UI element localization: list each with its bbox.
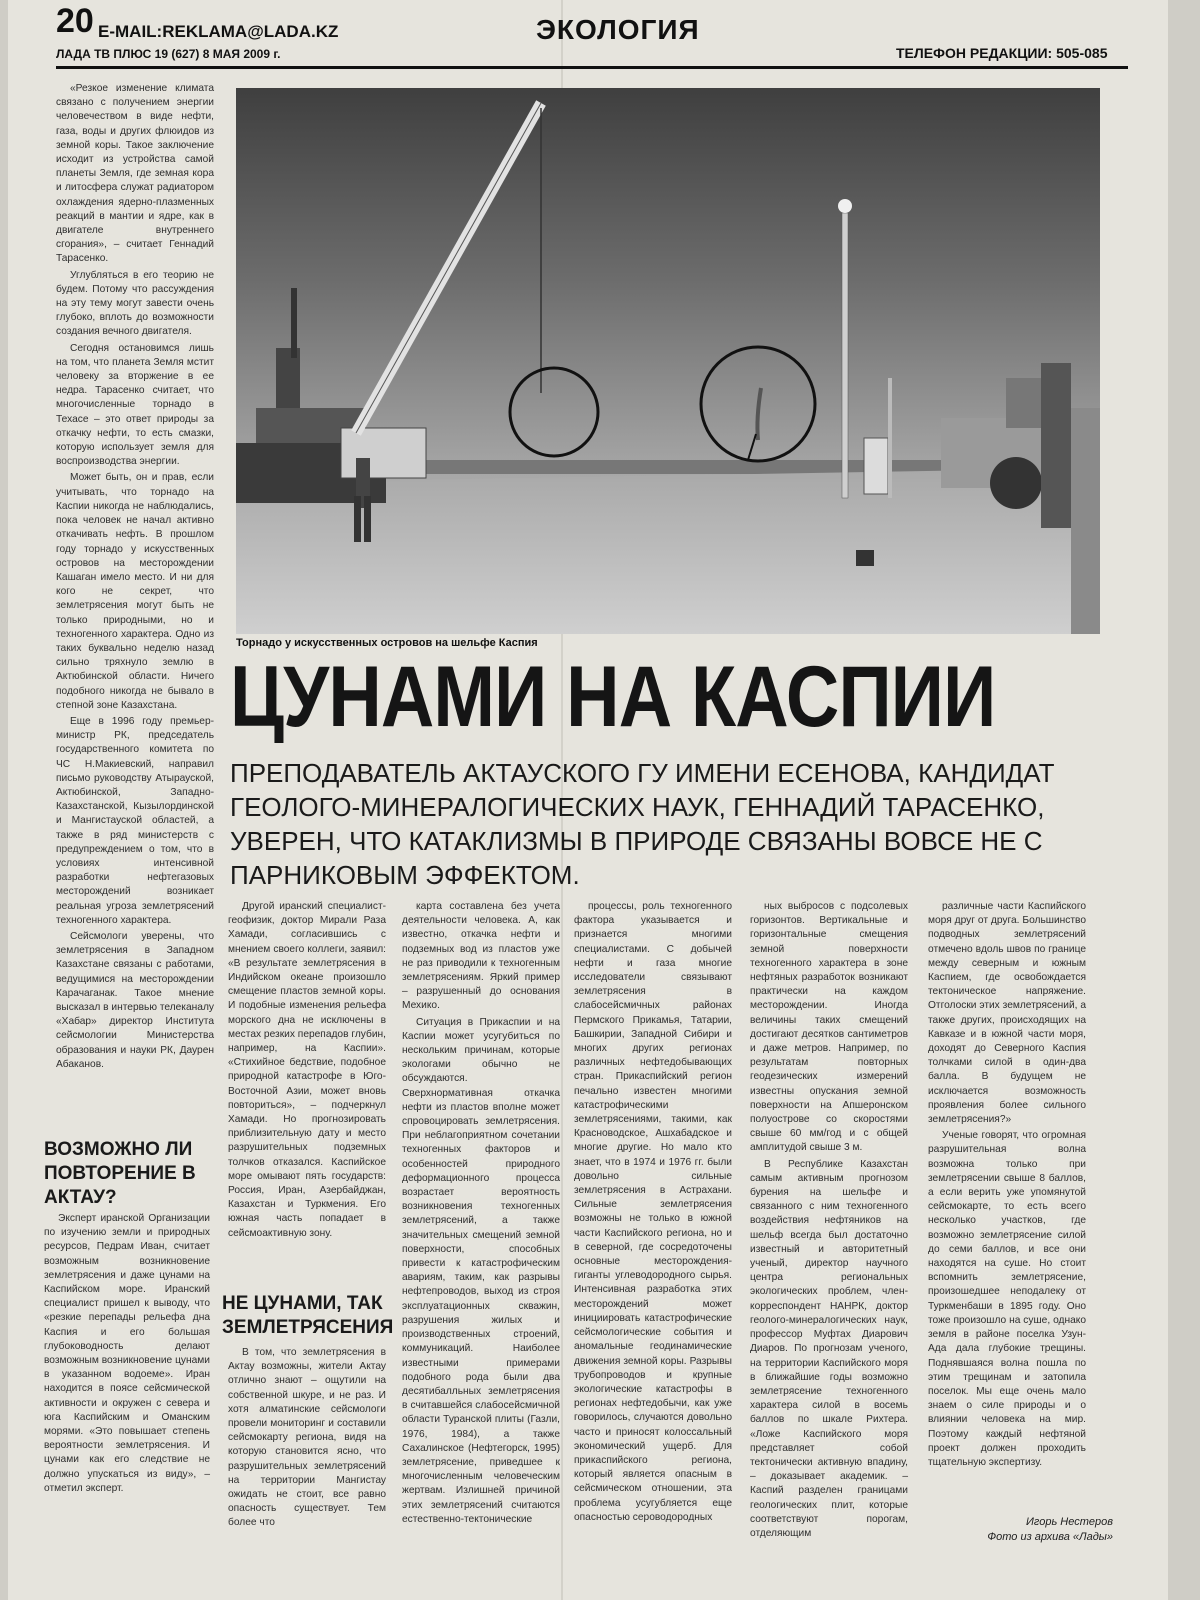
page-number: 20 bbox=[56, 2, 94, 40]
paragraph: Эксперт иранской Организации по изучению земли и природных ресурсов, Педрам Иван, считает возможным возникновение землетрясения и даже цунами на Каспийском море. Иранский специалист пришел к выводу, что «резкие перепады рельефа дна Каспия и его большая глубоководность делают возможным возникновение цунами в указанном водоеме». Иран находится в поясе сейсмической активности и окружен с севера и юга Каспийским и Оманским морями. «Это повышает степень вероятности землетрясения. И цунами как его следствие не должно упускаться из виду», – отметил эксперт. bbox=[44, 1213, 210, 1494]
paragraph: различные части Каспийского моря друг от друга. Большинство подводных землетрясений отмечено вдоль швов по границе между северным и южным Каспием, где освобождается тектоническое напряжение. Отголоски этих землетрясений, а также других, происходящих на Кавказе и в южной части моря, доходят до Северного Каспия толчками силой в один-два балла. В будущем не исключается возможность проявления более сильного землетрясения?» bbox=[928, 901, 1086, 1126]
photo-credit: Фото из архива «Лады» bbox=[987, 1531, 1113, 1543]
paragraph: Другой иранский специалист-геофизик, доктор Мирали Раза Хамади, согласившись с мнением своего коллеги, заявил: «В результате землетрясения в Индийском океане произошло смещение пластов земной коры. И подобные изменения рельефа морского дна не исключены в местах резких перепадов глубин, например, на Каспии». «Стихийное бедствие, подобное природной катастрофе в Юго-Восточной Азии, может вновь повториться», – подчеркнул Хамади. Но прогнозировать приблизительную дату и место разрушительных подземных толчков отказался. Каспийское море омывают пять государств: Россия, Иран, Азербайджан, Казахстан и Туркмения. Его южная часть попадает в сейсмоактивную зону. bbox=[228, 901, 386, 1239]
article-column-4 bbox=[574, 900, 732, 1523]
author-name: Игорь Нестеров bbox=[1026, 1516, 1113, 1528]
paragraph: В том, что землетрясения в Актау возможны, жители Актау отлично знают – ощутили на собственной шкуре, и не раз. И хотя алматинские сейсмологи провели мониторинг и составили сейсмокарту региона, видя на которую становится ясно, что разрушительных землетрясений на территории Мангистау ожидать не стоит, все равно опасность существует. Тем более что bbox=[228, 1347, 386, 1529]
paragraph: Еще в 1996 году премьер-министр РК, председатель государственного комитета по ЧС Н.Макиевский, направил письмо руководству Атырауской, Актюбинской, Западно-Казахстанской, Кызылординской и Мангистауской областей, а также в ряд министерств с предупреждением о том, что в условиях интенсивной разработки нефтегазовых месторождений возникает реальная угроза землетрясений техногенного характера. bbox=[56, 715, 214, 926]
paragraph: Ситуация в Прикаспии и на Каспии может усугубиться по нескольким причинам, которые экологами обычно не обсуждаются. Сверхнормативная откачка нефти из пластов вполне может спровоцировать землетрясения. При неблагоприятном сочетании техногенных факторов и особенностей природного деформационного процесса возрастает вероятность возникновения техногенных землетрясений, а также значительных смещений земной поверхности, способных привести к катастрофическим авариям, таким, как разрывы нефтепроводов, выход из строя эксплуатационных скважин, разрушения жилых и производственных строений, коммуникаций. Наиболее известными примерами подобного рода были два десятибалльных землетрясения в считавшейся слабосейсмичной области Туранской плиты (Газли, 1976, 1984), а также Сахалинское (Нефтегорск, 1995) землетрясение, приведшее к многочисленным человеческим жертвам. Излишней причиной этих землетрясений считаются естественно-тектонические bbox=[402, 1016, 560, 1525]
article-column-2b bbox=[228, 1346, 386, 1529]
subheading-not-tsunami: НЕ ЦУНАМИ, ТАК ЗЕМЛЕТРЯСЕНИЯ bbox=[222, 1293, 394, 1338]
paragraph: Углубляться в его теорию не будем. Потому что рассуждения на эту тему могут завести очень глубоко, вплоть до возможности создания вечного двигателя. bbox=[56, 269, 214, 338]
subheading-repeat-in-aktau: ВОЗМОЖНО ЛИ ПОВТОРЕНИЕ В АКТАУ? bbox=[44, 1139, 196, 1208]
article-column-5 bbox=[750, 900, 908, 1539]
header-rule bbox=[56, 66, 1128, 69]
paragraph: Может быть, он и прав, если учитывать, что торнадо на Каспии никогда не наблюдались, пока человек не начал активно откачивать нефть. В прошлом году торнадо у искусственных островов на месторождении Кашаган имело место. И ни для кого не секрет, что землетрясения могут быть не только природными, но и техногенного характера. Одно из таких буквально неделю назад сильно тряхнуло землю в Актюбинской области. Ничего подобного никогда не бывало в степной зоне Казахстана. bbox=[56, 472, 214, 711]
issue-info: ЛАДА ТВ ПЛЮС 19 (627) 8 МАЯ 2009 г. bbox=[56, 47, 281, 61]
paragraph: Ученые говорят, что огромная разрушительная волна возможна только при землетрясении свыше 8 баллов, а если верить уже упомянутой сейсмокарте, то есть всего несколько участков, где возможно землетрясение силой до семи баллов, и все они находятся на суше. Но стоит вспомнить землетрясение, произошедшее неподалеку от Туркменбаши в 1895 году. Оно тоже произошло на суше, однако земля в районе поселка Узун-Ада дала глубокие трещины. Поднявшаяся волна пошла по этим трещинам и затопила поселок. Мы еще очень мало знаем о силе природы и о влиянии человека на мир. Поэтому каждый нефтяной проект должен проходить тщательную экспертизу. bbox=[928, 1130, 1086, 1468]
editorial-phone: ТЕЛЕФОН РЕДАКЦИИ: 505-085 bbox=[896, 45, 1108, 61]
article-column-3 bbox=[402, 900, 560, 1525]
tornado-photo bbox=[236, 88, 1100, 634]
paragraph: процессы, роль техногенного фактора указывается и признается многими специалистами. С добычей нефти и газа многие исследователи связывают землетрясения в слабосейсмичных районах Пермского Прикамья, Татарии, Башкирии, Западной Сибири и многих других регионах различных нефтедобывающих стран. Прикаспийский регион печально известен многими катастрофическими землетрясениями, такими, как Красноводское, Ашхабадское и многие другие. Но мало кто знает, что в 1974 и 1976 гг. были довольно сильные землетрясения в Астрахани. Сильные землетрясения возможны не только в южной части Каспийского региона, но и в северной, где сосредоточены основные месторождения-гиганты углеводородного сырья. Интенсивная разработка этих месторождений может инициировать катастрофические сейсмологические события и аномальные геодинамические движения земной коры. Разрывы трубопроводов и крупные экологические катастрофы в регионах нефтедобычи, как уже говорилось, случаются довольно часто и приносят колоссальный экономический ущерб. Для прикаспийского региона, который является опасным в сейсмическом отношении, эта проблема усугубляется еще опасностью сероводородных bbox=[574, 901, 732, 1523]
article-headline: ЦУНАМИ НА КАСПИИ bbox=[230, 649, 996, 745]
paragraph: В Республике Казахстан самым активным прогнозом бурения на шельфе и связанного с ним техногенного воздействия нефтяников на шельф всегда был достаточно известный и авторитетный ученый, директор научного центра региональных экологических проблем, член-корреспондент НАНРК, доктор геолого-минералогических наук, профессор Муфтах Диарович Диаров. По прогнозам ученого, на территории Каспийского моря в ближайшие годы возможно землетрясение техногенного характера силой в восемь баллов по шкале Рихтера. «Ложе Каспийского моря представляет собой тектонически активную впадину, – доказывает академик. – Каспий разделен границами геологических плит, которые соответствуют порогам, отделяющим bbox=[750, 1158, 908, 1539]
header-email: E-MAIL:REKLAMA@LADA.KZ bbox=[98, 22, 339, 41]
article-signature bbox=[923, 1515, 1113, 1545]
paragraph: ных выбросов с подсолевых горизонтов. Вертикальные и горизонтальные смещения земной поверхности техногенного характера в зоне нефтяных разработок возникают практически на каждом месторождении. Иногда величины таких смещений достигают десятков сантиметров и даже метров. Например, по результатам повторных геодезических измерений известны опускания земной поверхности на Апшеронском полуострове со скоростями свыше 60 мм/год и с общей амплитудой свыше 3 м. bbox=[750, 901, 908, 1154]
photo-caption: Торнадо у искусственных островов на шельфе Каспия bbox=[236, 637, 538, 649]
paragraph: Сегодня остановимся лишь на том, что планета Земля мстит человеку за вторжение в ее недра. Тарасенко считает, что многочисленные торнадо в Техасе – это ответ природы за откачку нефти, то есть смазки, которую использует земля для воспроизводства энергии. bbox=[56, 342, 214, 468]
paragraph: карта составлена без учета деятельности человека. А, как известно, откачка нефти и подземных вод из пластов уже не раз приводили к техногенным землетрясениям. Яркий пример – разрушенный до основания Мехико. bbox=[402, 901, 560, 1012]
newspaper-page bbox=[8, 0, 1168, 1600]
paragraph: Сейсмологи уверены, что землетрясения в Западном Казахстане связаны с работами, ведущимися на месторождении Карачаганак. Такое мнение высказал в интервью телеканалу «Хабар» директор Института сейсмологии Министерства образования и науки РК, Даурен Абаканов. bbox=[56, 930, 214, 1070]
article-lead: ПРЕПОДАВАТЕЛЬ АКТАУСКОГО ГУ ИМЕНИ ЕСЕНОВА, КАНДИДАТ ГЕОЛОГО-МИНЕРАЛОГИЧЕСКИХ НАУК, ГЕННАДИЙ ТАРАСЕНКО, УВЕРЕН, ЧТО КАТАКЛИЗМЫ В ПРИРОДЕ СВЯЗАНЫ ВОВСЕ НЕ С ПАРНИКОВЫМ ЭФФЕКТОМ. bbox=[230, 758, 1055, 890]
paragraph: «Резкое изменение климата связано с получением энергии человечеством в виде нефти, газа, воды и других флюидов из земной коры. Такое заключение исходит из устройства самой планеты Земля, где земная кора и литосфера служат радиатором охлаждения ядерно-плазменных реакций в мантии и ядре, как в двигателе внутреннего сгорания», – считает Геннадий Тарасенко. bbox=[56, 83, 214, 265]
section-title: ЭКОЛОГИЯ bbox=[536, 14, 700, 45]
article-column-6 bbox=[928, 900, 1086, 1510]
article-column-1 bbox=[56, 82, 214, 1126]
article-column-1b bbox=[44, 1212, 210, 1530]
article-column-2 bbox=[228, 900, 386, 1258]
